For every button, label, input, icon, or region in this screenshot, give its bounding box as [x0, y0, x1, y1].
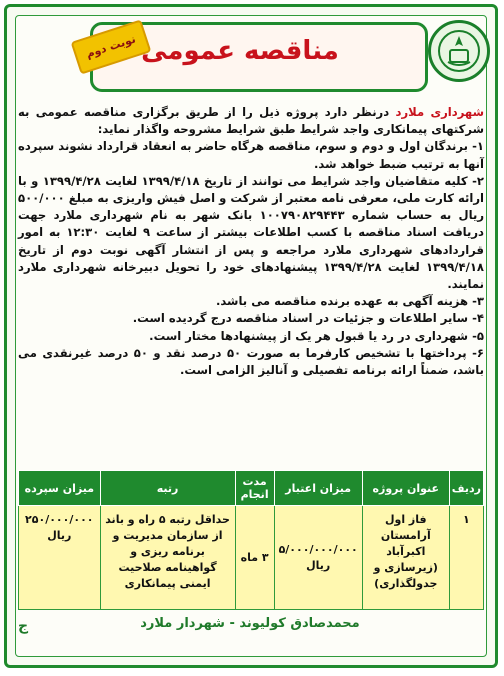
cell-index: ۱ — [449, 506, 483, 610]
municipality-name: شهرداری ملارد — [395, 105, 484, 119]
corner-mark: ج — [18, 618, 29, 634]
condition-item-3: ۳- هزینه آگهی به عهده برنده مناقصه می باشد. — [215, 294, 484, 309]
col-rank: رتبه — [100, 471, 235, 506]
condition-item-5: ۵- شهرداری در رد یا قبول هر یک از پیشنهادها مختار است. — [149, 328, 484, 343]
col-project: عنوان پروژه — [362, 471, 449, 506]
cell-deposit: ۲۵۰/۰۰۰/۰۰۰ ریال — [19, 506, 101, 610]
cell-duration: ۳ ماه — [235, 506, 274, 610]
intro-paragraph — [18, 104, 484, 138]
condition-item-1: ۱- برندگان اول و دوم و سوم، مناقصه هرگاه حاضر به انعقاد قرارداد نشوند سپرده آنها به ترتیب ضبط خواهد شد. — [18, 139, 484, 171]
condition-item-6: ۶- پرداختها با تشخیص کارفرما به صورت ۵۰ درصد نقد و ۵۰ درصد غیرنقدی می باشد، ضمناً ارائه برنامه تفصیلی و آنالیز الزامی است. — [18, 345, 484, 378]
cell-rank: حداقل رتبه ۵ راه و باند از سازمان مدیریت و برنامه ریزی و گواهینامه صلاحیت ایمنی پیمانکاری — [100, 506, 235, 610]
table-row — [19, 506, 484, 610]
municipality-logo-icon — [428, 20, 490, 82]
condition-item-4: ۴- سایر اطلاعات و جزئیات در اسناد مناقصه درج گردیده است. — [132, 311, 484, 326]
cell-budget: ۵/۰۰۰/۰۰۰/۰۰۰ ریال — [274, 506, 362, 610]
table-header-row — [19, 471, 484, 506]
col-index: ردیف — [449, 471, 483, 506]
signature: محمدصادق کولیوند - شهردار ملارد — [140, 616, 360, 631]
edition-badge: نوبت دوم — [71, 19, 152, 74]
page-title: مناقصه عمومی — [141, 36, 339, 66]
cell-project: فاز اول آرامستان اکبرآباد (زیرسازی و جدولگذاری) — [362, 506, 449, 610]
col-deposit: میزان سپرده — [19, 471, 101, 506]
col-duration: مدت انجام — [235, 471, 274, 506]
logo-emblem-icon — [436, 28, 482, 74]
project-table — [18, 470, 484, 610]
tender-text — [18, 104, 484, 379]
intro-text: درنظر دارد پروژه ذیل را از طریق برگزاری مناقصه عمومی به شرکتهای پیمانکاری واجد شرایط طبق شرایط مشروحه واگذار نماید: — [18, 105, 484, 137]
condition-item-2: ۲- کلیه متقاضیان واجد شرایط می توانند از تاریخ ۱۳۹۹/۴/۱۸ لغایت ۱۳۹۹/۴/۲۸ و با ارائه کارت ملی، معرفی نامه معتبر از شرکت و اصل فیش واریزی به مبلغ ۵۰۰/۰۰۰ ریال به حساب شماره ۱۰۰۷۹۰۸۲۹۴۴۳ بانک شهر به نام شهرداری ملارد جهت دریافت اسناد مناقصه با کسب اطلاعات بیشتر از ساعت ۹ لغایت ۱۲:۳۰ به امور قراردادهای شهرداری ملارد مراجعه و پس از انتشار آگهی نوبت دوم از تاریخ ۱۳۹۹/۴/۱۸ لغایت ۱۳۹۹/۴/۲۸ پیشنهادهای خود را تحویل دبیرخانه شهرداری ملارد نمایند. — [18, 173, 484, 292]
col-budget: میزان اعتبار — [274, 471, 362, 506]
